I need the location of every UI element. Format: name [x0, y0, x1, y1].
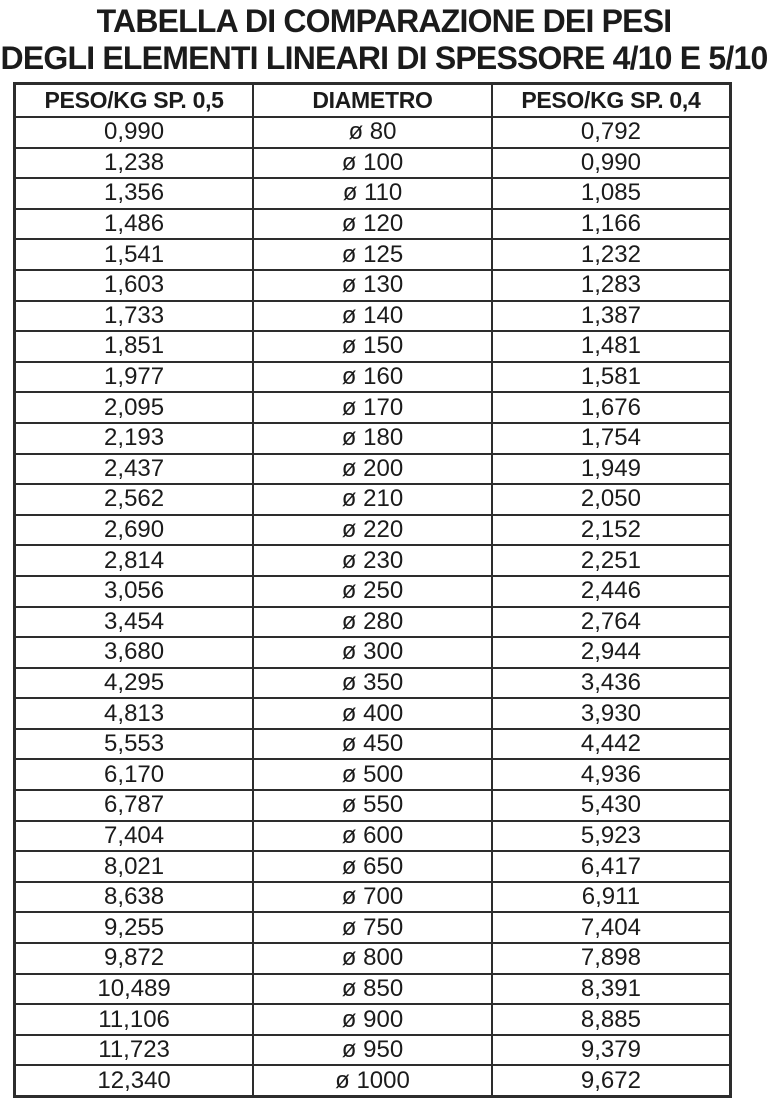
cell-peso-sp-0-4: 0,990	[492, 148, 731, 179]
cell-peso-sp-0-5: 8,638	[15, 882, 254, 913]
cell-peso-sp-0-4: 1,581	[492, 362, 731, 393]
table-row	[15, 759, 731, 790]
cell-peso-sp-0-4: 1,232	[492, 239, 731, 270]
header-row	[15, 84, 731, 118]
cell-peso-sp-0-4: 8,885	[492, 1004, 731, 1035]
cell-peso-sp-0-5: 9,255	[15, 912, 254, 943]
table-row	[15, 1065, 731, 1096]
cell-diametro: ø 180	[253, 423, 492, 454]
table-row	[15, 331, 731, 362]
table-row	[15, 1004, 731, 1035]
cell-peso-sp-0-4: 2,050	[492, 484, 731, 515]
cell-peso-sp-0-4: 8,391	[492, 974, 731, 1005]
cell-peso-sp-0-4: 4,442	[492, 729, 731, 760]
table-row	[15, 454, 731, 485]
table-row	[15, 668, 731, 699]
cell-peso-sp-0-4: 9,379	[492, 1035, 731, 1066]
cell-peso-sp-0-5: 9,872	[15, 943, 254, 974]
cell-peso-sp-0-4: 5,430	[492, 790, 731, 821]
cell-peso-sp-0-5: 1,733	[15, 301, 254, 332]
cell-peso-sp-0-5: 1,603	[15, 270, 254, 301]
table-row	[15, 576, 731, 607]
cell-peso-sp-0-4: 7,898	[492, 943, 731, 974]
weight-comparison-table	[13, 82, 732, 1098]
title-line-1: TABELLA DI COMPARAZIONE DEI PESI	[96, 3, 672, 39]
cell-diametro: ø 800	[253, 943, 492, 974]
table-row	[15, 790, 731, 821]
table-row	[15, 974, 731, 1005]
cell-peso-sp-0-4: 2,944	[492, 637, 731, 668]
cell-peso-sp-0-5: 12,340	[15, 1065, 254, 1096]
cell-diametro: ø 450	[253, 729, 492, 760]
cell-diametro: ø 350	[253, 668, 492, 699]
cell-peso-sp-0-5: 6,170	[15, 759, 254, 790]
cell-diametro: ø 650	[253, 851, 492, 882]
table-body	[15, 117, 731, 1097]
cell-peso-sp-0-4: 1,949	[492, 454, 731, 485]
document-page	[0, 3, 768, 1098]
table-row	[15, 423, 731, 454]
cell-diametro: ø 950	[253, 1035, 492, 1066]
header-diametro: DIAMETRO	[253, 84, 492, 118]
cell-peso-sp-0-5: 2,562	[15, 484, 254, 515]
cell-diametro: ø 140	[253, 301, 492, 332]
cell-peso-sp-0-5: 3,680	[15, 637, 254, 668]
cell-peso-sp-0-5: 10,489	[15, 974, 254, 1005]
cell-peso-sp-0-4: 1,676	[492, 392, 731, 423]
header-peso-sp-0-4: PESO/KG SP. 0,4	[492, 84, 731, 118]
cell-diametro: ø 130	[253, 270, 492, 301]
table-row	[15, 545, 731, 576]
cell-diametro: ø 700	[253, 882, 492, 913]
table-row	[15, 270, 731, 301]
cell-diametro: ø 200	[253, 454, 492, 485]
table-row	[15, 637, 731, 668]
cell-peso-sp-0-5: 8,021	[15, 851, 254, 882]
cell-diametro: ø 100	[253, 148, 492, 179]
cell-peso-sp-0-5: 2,814	[15, 545, 254, 576]
cell-peso-sp-0-4: 5,923	[492, 821, 731, 852]
cell-peso-sp-0-5: 2,193	[15, 423, 254, 454]
cell-diametro: ø 300	[253, 637, 492, 668]
table-row	[15, 301, 731, 332]
cell-peso-sp-0-5: 2,437	[15, 454, 254, 485]
cell-peso-sp-0-4: 7,404	[492, 912, 731, 943]
cell-peso-sp-0-4: 1,166	[492, 209, 731, 240]
cell-peso-sp-0-4: 2,764	[492, 607, 731, 638]
cell-diametro: ø 80	[253, 117, 492, 148]
cell-diametro: ø 125	[253, 239, 492, 270]
cell-diametro: ø 160	[253, 362, 492, 393]
cell-peso-sp-0-5: 2,690	[15, 515, 254, 546]
cell-peso-sp-0-5: 3,454	[15, 607, 254, 638]
table-row	[15, 209, 731, 240]
cell-peso-sp-0-4: 3,436	[492, 668, 731, 699]
cell-peso-sp-0-5: 3,056	[15, 576, 254, 607]
cell-peso-sp-0-4: 6,911	[492, 882, 731, 913]
table-row	[15, 912, 731, 943]
table-row	[15, 392, 731, 423]
cell-peso-sp-0-5: 1,851	[15, 331, 254, 362]
cell-peso-sp-0-5: 11,723	[15, 1035, 254, 1066]
table-row	[15, 821, 731, 852]
cell-peso-sp-0-4: 3,930	[492, 698, 731, 729]
cell-diametro: ø 120	[253, 209, 492, 240]
cell-peso-sp-0-4: 2,251	[492, 545, 731, 576]
cell-peso-sp-0-4: 1,283	[492, 270, 731, 301]
cell-diametro: ø 250	[253, 576, 492, 607]
cell-peso-sp-0-4: 4,936	[492, 759, 731, 790]
cell-diametro: ø 850	[253, 974, 492, 1005]
table-row	[15, 698, 731, 729]
table-row	[15, 515, 731, 546]
cell-peso-sp-0-5: 0,990	[15, 117, 254, 148]
cell-peso-sp-0-5: 2,095	[15, 392, 254, 423]
table-row	[15, 1035, 731, 1066]
table-row	[15, 148, 731, 179]
table-row	[15, 484, 731, 515]
cell-peso-sp-0-4: 9,672	[492, 1065, 731, 1096]
cell-diametro: ø 500	[253, 759, 492, 790]
cell-diametro: ø 550	[253, 790, 492, 821]
cell-peso-sp-0-4: 1,754	[492, 423, 731, 454]
cell-diametro: ø 110	[253, 178, 492, 209]
cell-diametro: ø 600	[253, 821, 492, 852]
cell-peso-sp-0-4: 1,481	[492, 331, 731, 362]
cell-diametro: ø 280	[253, 607, 492, 638]
table-row	[15, 607, 731, 638]
cell-peso-sp-0-5: 1,356	[15, 178, 254, 209]
table-row	[15, 117, 731, 148]
cell-peso-sp-0-5: 7,404	[15, 821, 254, 852]
cell-peso-sp-0-4: 6,417	[492, 851, 731, 882]
cell-peso-sp-0-5: 6,787	[15, 790, 254, 821]
cell-peso-sp-0-5: 1,541	[15, 239, 254, 270]
cell-peso-sp-0-4: 0,792	[492, 117, 731, 148]
table-row	[15, 851, 731, 882]
table-row	[15, 943, 731, 974]
cell-peso-sp-0-5: 5,553	[15, 729, 254, 760]
cell-peso-sp-0-5: 11,106	[15, 1004, 254, 1035]
header-peso-sp-0-5: PESO/KG SP. 0,5	[15, 84, 254, 118]
cell-peso-sp-0-4: 1,387	[492, 301, 731, 332]
table-row	[15, 239, 731, 270]
cell-peso-sp-0-5: 1,486	[15, 209, 254, 240]
cell-diametro: ø 900	[253, 1004, 492, 1035]
table-row	[15, 729, 731, 760]
cell-peso-sp-0-4: 2,446	[492, 576, 731, 607]
title-line-2: DEGLI ELEMENTI LINEARI DI SPESSORE 4/10 E 5/10	[0, 40, 768, 76]
table-row	[15, 362, 731, 393]
page-title	[0, 3, 768, 77]
cell-diametro: ø 400	[253, 698, 492, 729]
cell-diametro: ø 230	[253, 545, 492, 576]
cell-peso-sp-0-4: 2,152	[492, 515, 731, 546]
cell-peso-sp-0-5: 4,295	[15, 668, 254, 699]
cell-peso-sp-0-4: 1,085	[492, 178, 731, 209]
cell-diametro: ø 150	[253, 331, 492, 362]
cell-diametro: ø 170	[253, 392, 492, 423]
cell-peso-sp-0-5: 1,977	[15, 362, 254, 393]
cell-diametro: ø 750	[253, 912, 492, 943]
cell-diametro: ø 210	[253, 484, 492, 515]
cell-peso-sp-0-5: 4,813	[15, 698, 254, 729]
cell-peso-sp-0-5: 1,238	[15, 148, 254, 179]
cell-diametro: ø 220	[253, 515, 492, 546]
cell-diametro: ø 1000	[253, 1065, 492, 1096]
table-row	[15, 178, 731, 209]
table-row	[15, 882, 731, 913]
